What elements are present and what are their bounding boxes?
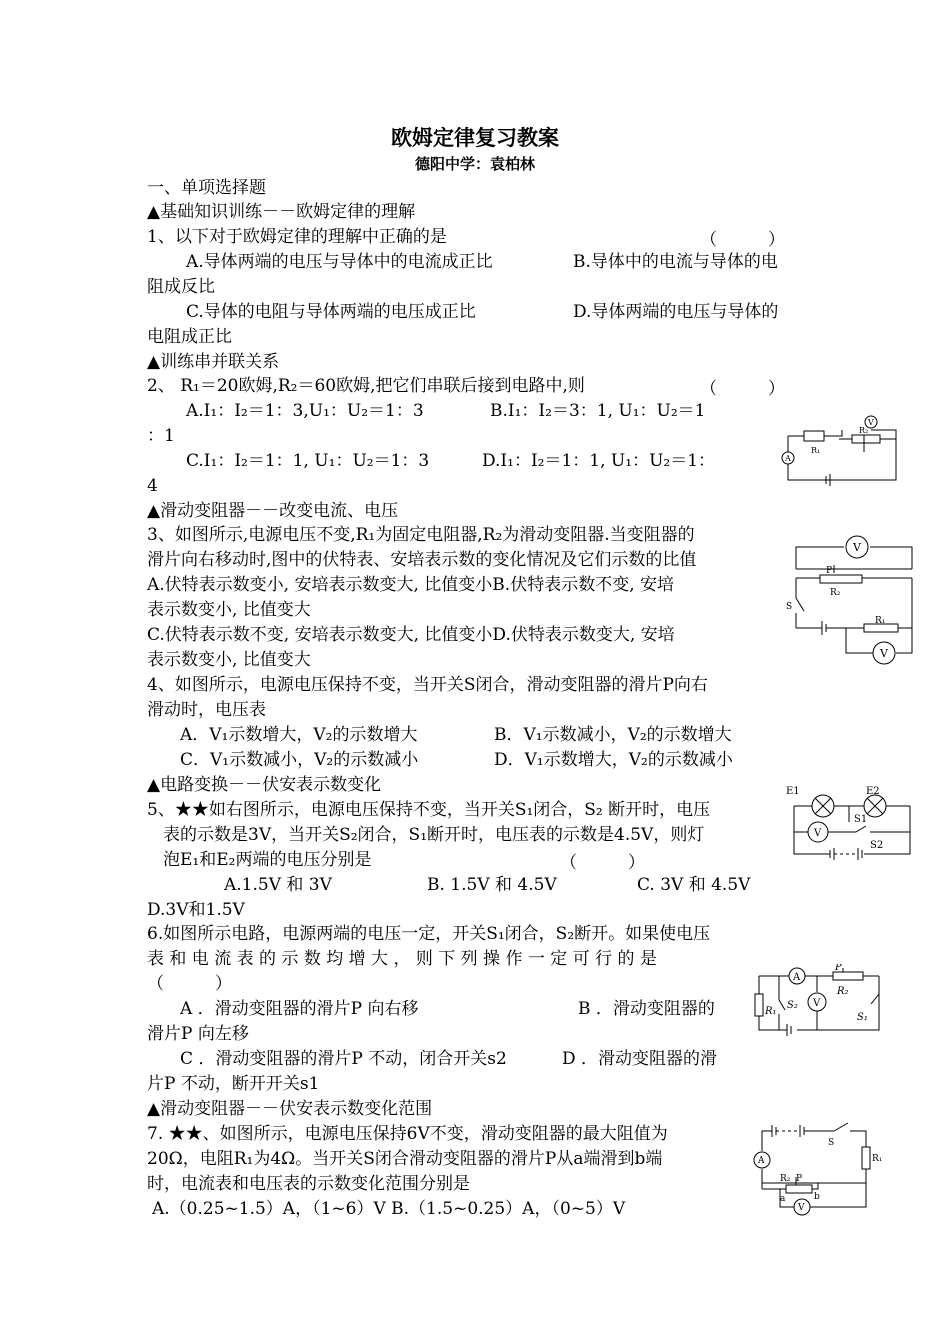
q6-line-1: 6.如图所示电路，电源两端的电压一定，开关S₁闭合，S₂断开。如果使电压 <box>147 924 711 944</box>
q3-fig-v2: V <box>880 647 888 660</box>
q6-circuit-diagram <box>753 964 885 1036</box>
page-title: 欧姆定律复习教案 <box>391 125 559 150</box>
q7-circuit-diagram <box>750 1117 890 1225</box>
q6-option-a: A ．滑动变阻器的滑片P 向右移 <box>180 999 419 1019</box>
q6-line-3: （ ） <box>147 974 232 994</box>
q3-fig-v1: V <box>853 541 861 554</box>
q2-option-c: C.I₁：I₂＝1：1, U₁：U₂＝1：3 <box>186 451 430 471</box>
q6-fig-s2: S₂ <box>787 1000 798 1011</box>
q7-line-3: 时，电流表和电压表的示数变化范围分别是 <box>147 1174 470 1194</box>
topic-heading-2: ▲训练串并联关系 <box>147 352 280 372</box>
q2-option-b: B.I₁：I₂＝3：1, U₁：U₂＝1 <box>490 401 706 421</box>
q5-fig-e1: E1 <box>786 786 800 797</box>
q5-answer-paren: （ ） <box>560 853 645 873</box>
q6-fig-r2: R₂ <box>837 986 849 997</box>
q3-line-4: 表示数变小, 比值变大 <box>147 600 311 620</box>
q7-line-2: 20Ω，电阻R₁为4Ω。当开关S闭合滑动变阻器的滑片P从a端滑到b端 <box>147 1149 663 1169</box>
q5-line-1: 5、★★如右图所示，电源电压保持不变，当开关S₁闭合，S₂ 断开时，电压 <box>147 800 711 820</box>
q1-answer-paren: （ ） <box>700 230 785 250</box>
q4-line-1: 4、如图所示，电源电压保持不变，当开关S闭合，滑动变阻器的滑片P向右 <box>147 675 708 695</box>
topic-heading-4: ▲电路变换－－伏安表示数变化 <box>147 775 382 795</box>
q5-fig-s1: S1 <box>854 814 868 825</box>
q7-fig-p: P <box>796 1174 803 1184</box>
q5-fig-s2: S2 <box>870 840 884 851</box>
q6-fig-v: V <box>813 998 821 1009</box>
q3-line-2: 滑片向右移动时,图中的伏特表、安培表示数的变化情况及它们示数的比值 <box>147 550 697 570</box>
q5-line-3: 泡E₁和E₂两端的电压分别是 <box>163 850 372 870</box>
topic-heading-1: ▲基础知识训练－－欧姆定律的理解 <box>147 202 416 222</box>
q4-option-a: A．V₁示数增大，V₂的示数增大 <box>180 725 418 745</box>
q5-line-2: 表的示数是3V，当开关S₂闭合，S₁断开时，电压表的示数是4.5V，则灯 <box>163 825 705 845</box>
q6-line-2: 表 和 电 流 表 的 示 数 均 增 大 ， 则 下 列 操 作 一 定 可 行 的 是 <box>147 949 657 969</box>
section-heading: 一、单项选择题 <box>147 178 266 198</box>
q3-line-1: 3、如图所示,电源电压不变,R₁为固定电阻器,R₂为滑动变阻器.当变阻器的 <box>147 525 695 545</box>
q3-fig-s: S <box>786 602 793 612</box>
q1-option-d-cont: 电阻成正比 <box>147 327 232 347</box>
q6-fig-s1: S₁ <box>857 1012 868 1023</box>
q2-option-d: D.I₁：I₂＝1：1, U₁：U₂＝1： <box>482 451 716 471</box>
q2-answer-paren: （ ） <box>700 379 785 399</box>
q2-stem: 2、 R₁＝20欧姆,R₂＝60欧姆,把它们串联后接到电路中,则 <box>147 376 585 396</box>
q1-stem: 1、以下对于欧姆定律的理解中正确的是 <box>147 227 447 247</box>
q2-option-d-cont: 4 <box>147 476 158 496</box>
q4-option-c: C．V₁示数减小，V₂的示数减小 <box>180 750 419 770</box>
q3-circuit-diagram <box>786 533 916 666</box>
q4-option-d: D．V₁示数增大，V₂的示数减小 <box>494 750 733 770</box>
q1-option-b-cont: 阻成反比 <box>147 277 215 297</box>
q7-options-ab: A.（0.25~1.5）A，（1~6）V B.（1.5~0.25）A，（0~5）V <box>152 1199 626 1219</box>
q7-fig-v: V <box>798 1203 805 1213</box>
q7-fig-r2: R₂ <box>780 1174 791 1184</box>
q3-line-5: C.伏特表示数不变, 安培表示数变大, 比值变小D.伏特表示数变大, 安培 <box>147 625 675 645</box>
q7-fig-b-end: b <box>814 1192 820 1202</box>
q3-line-6: 表示数变小, 比值变大 <box>147 650 311 670</box>
q6-option-c: C ．滑动变阻器的滑片P 不动，闭合开关s2 <box>180 1049 507 1069</box>
q3-fig-p: P <box>826 566 833 576</box>
q3-fig-r2: R₂ <box>830 588 841 598</box>
q6-fig-r1: R₁ <box>765 1006 777 1017</box>
q7-line-1: 7. ★★、如图所示，电源电压保持6V不变，滑动变阻器的最大阻值为 <box>147 1124 668 1144</box>
q7-fig-a-end: a <box>780 1194 786 1204</box>
q2-fig-v: V <box>868 418 874 427</box>
q5-circuit-diagram <box>786 784 916 862</box>
q5-option-c: C. 3V 和 4.5V <box>637 875 751 895</box>
q1-option-d: D.导体两端的电压与导体的 <box>573 302 779 322</box>
q5-option-b: B. 1.5V 和 4.5V <box>427 875 557 895</box>
q6-fig-a: A <box>793 972 801 983</box>
q2-fig-r2: R₂ <box>859 426 869 435</box>
q2-option-b-cont: ：1 <box>147 426 175 446</box>
q4-line-2: 滑动时，电压表 <box>147 700 266 720</box>
q5-fig-e2: E2 <box>866 786 880 797</box>
q6-option-d: D ．滑动变阻器的滑 <box>562 1049 718 1069</box>
q6-option-b: B ．滑动变阻器的 <box>578 999 715 1019</box>
topic-heading-5: ▲滑动变阻器－－伏安表示数变化范围 <box>147 1099 433 1119</box>
q5-option-d: D.3V和1.5V <box>147 900 245 920</box>
q3-line-3: A.伏特表示数变小, 安培表示数变大, 比值变小B.伏特表示数不变, 安培 <box>147 575 674 595</box>
q6-option-d-cont: 片P 不动，断开开关s1 <box>147 1074 320 1094</box>
q7-fig-s: S <box>828 1138 835 1148</box>
q2-fig-r1: R₁ <box>811 446 821 455</box>
q1-option-c: C.导体的电阻与导体两端的电压成正比 <box>186 302 476 322</box>
q1-option-a: A.导体两端的电压与导体中的电流成正比 <box>186 252 493 272</box>
q6-fig-p: P <box>835 964 842 973</box>
q4-option-b: B．V₁示数减小，V₂的示数增大 <box>494 725 732 745</box>
q2-fig-a: A <box>785 454 791 463</box>
q7-fig-a: A <box>758 1156 765 1166</box>
q2-option-a: A.I₁：I₂＝1：3,U₁：U₂＝1：3 <box>186 401 424 421</box>
topic-heading-3: ▲滑动变阻器－－改变电流、电压 <box>147 501 399 521</box>
q5-fig-v: V <box>814 828 822 839</box>
q5-option-a: A.1.5V 和 3V <box>224 875 332 895</box>
q1-option-b: B.导体中的电流与导体的电 <box>573 252 778 272</box>
q7-fig-r1: R₁ <box>872 1154 883 1164</box>
author-line: 德阳中学：袁柏林 <box>414 155 535 173</box>
q3-fig-r1: R₁ <box>875 616 886 626</box>
q6-option-b-cont: 滑片P 向左移 <box>147 1024 249 1044</box>
q2-circuit-diagram <box>778 412 906 488</box>
